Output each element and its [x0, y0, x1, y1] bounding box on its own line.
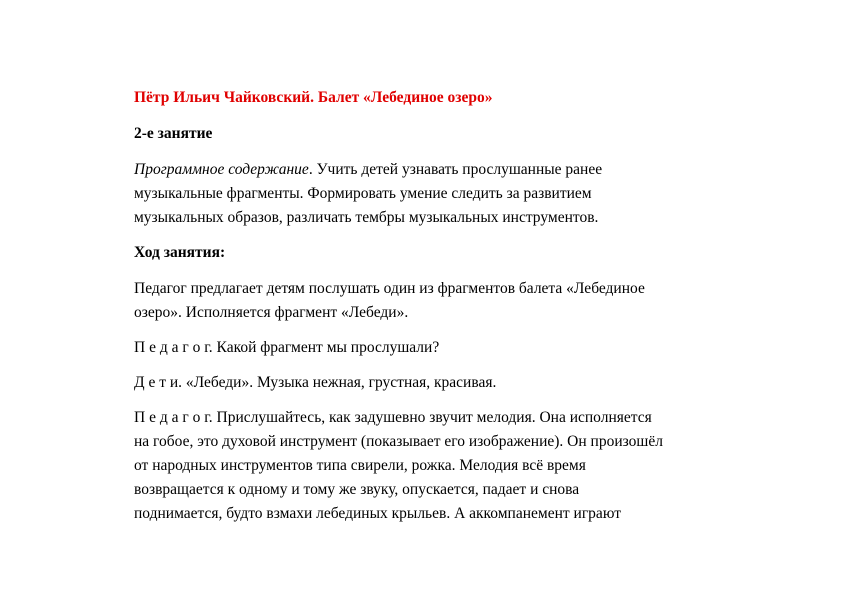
program-line-2: музыкальные фрагменты. Формировать умение следить за развитием: [134, 185, 592, 202]
paragraph-line: П е д а г о г. Прислушайтесь, как задушевно звучит мелодия. Она исполняется: [134, 409, 652, 426]
course-heading: Ход занятия:: [134, 244, 226, 261]
paragraph-line: Педагог предлагает детям послушать один из фрагментов балета «Лебединое: [134, 280, 645, 297]
program-content-label: Программное содержание: [134, 161, 309, 178]
paragraph-line: поднимается, будто взмахи лебединых крыльев. А аккомпанемент играют: [134, 505, 621, 522]
paragraph-line: возвращается к одному и тому же звуку, опускается, падает и снова: [134, 481, 580, 498]
paragraph-line: от народных инструментов типа свирели, рожка. Мелодия всё время: [134, 457, 586, 474]
program-text: . Учить детей узнавать прослушанные ранее: [308, 161, 603, 178]
paragraph-teacher-question: [134, 336, 774, 360]
paragraph-intro: [134, 277, 774, 325]
paragraph-teacher-explanation: [134, 406, 774, 526]
document-title: Пётр Ильич Чайковский. Балет «Лебединое озеро»: [134, 89, 493, 106]
paragraph-line: П е д а г о г. Какой фрагмент мы прослушали?: [134, 339, 440, 356]
paragraph-line: на гобое, это духовой инструмент (показывает его изображение). Он произошёл: [134, 433, 663, 450]
paragraph-line: озеро». Исполняется фрагмент «Лебеди».: [134, 304, 409, 321]
program-line-1: [134, 158, 774, 182]
program-content-paragraph: [134, 158, 774, 230]
lesson-number: 2-е занятие: [134, 125, 213, 142]
paragraph-line: Д е т и. «Лебеди». Музыка нежная, грустная, красивая.: [134, 374, 497, 391]
paragraph-children-answer: [134, 371, 774, 395]
program-line-3: музыкальных образов, различать тембры музыкальных инструментов.: [134, 209, 599, 226]
document-body: [134, 86, 774, 537]
